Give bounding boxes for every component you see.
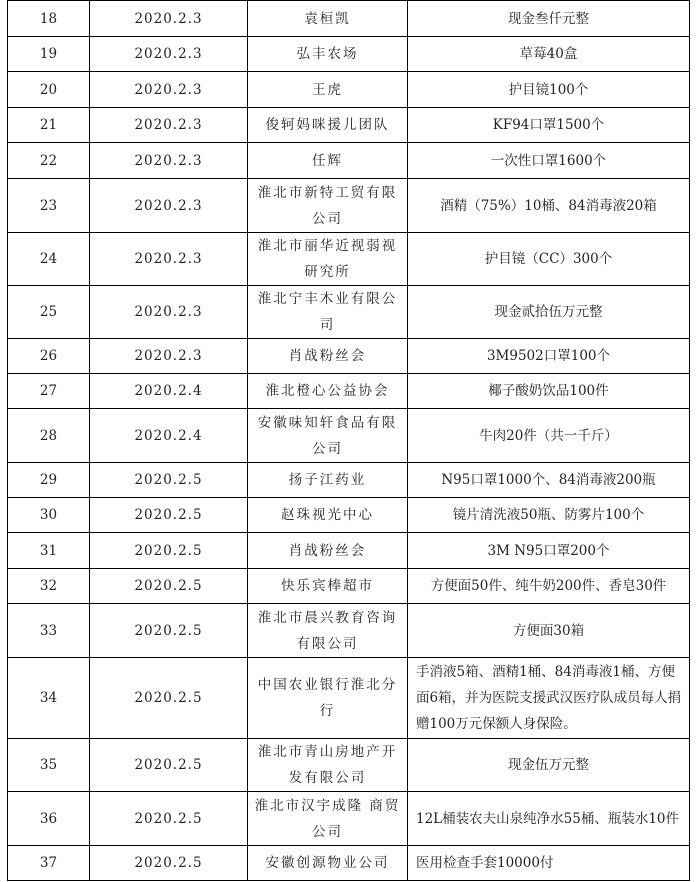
row-item: 牛肉20件（共一千斤） bbox=[408, 409, 690, 463]
table-row bbox=[8, 179, 690, 233]
row-donor: 安徽创源物业公司 bbox=[248, 846, 408, 881]
row-item: N95口罩1000个、84消毒液200瓶 bbox=[408, 463, 690, 498]
row-donor: 淮北市汉宇成隆 商贸公司 bbox=[248, 792, 408, 846]
donation-table bbox=[7, 0, 690, 881]
row-donor: 中国农业银行淮北分行 bbox=[248, 658, 408, 739]
row-donor: 淮北市新特工贸有限公司 bbox=[248, 179, 408, 233]
row-date: 2020.2.3 bbox=[90, 339, 248, 374]
row-donor: 淮北市晨兴教育咨询有限公司 bbox=[248, 604, 408, 658]
row-item: 3M9502口罩100个 bbox=[408, 339, 690, 374]
table-row bbox=[8, 792, 690, 846]
row-item: 方便面50件、纯牛奶200件、香皂30件 bbox=[408, 569, 690, 604]
row-date: 2020.2.5 bbox=[90, 533, 248, 569]
table-row bbox=[8, 409, 690, 463]
row-donor: 肖战粉丝会 bbox=[248, 533, 408, 569]
row-donor: 俊轲妈咪援儿团队 bbox=[248, 108, 408, 143]
row-date: 2020.2.5 bbox=[90, 463, 248, 498]
row-item: 镜片清洗液50瓶、防雾片100个 bbox=[408, 498, 690, 533]
row-number: 21 bbox=[8, 108, 90, 143]
table-row bbox=[8, 463, 690, 498]
table-row bbox=[8, 143, 690, 179]
row-item: 椰子酸奶饮品100件 bbox=[408, 374, 690, 409]
row-date: 2020.2.5 bbox=[90, 739, 248, 792]
row-item: 医用检查手套10000付 bbox=[408, 846, 690, 881]
row-item: 3M N95口罩200个 bbox=[408, 533, 690, 569]
row-donor: 淮北市青山房地产开发有限公司 bbox=[248, 739, 408, 792]
row-item: 现金叁仟元整 bbox=[408, 1, 690, 37]
row-item: KF94口罩1500个 bbox=[408, 108, 690, 143]
table-row bbox=[8, 374, 690, 409]
table-row bbox=[8, 339, 690, 374]
row-date: 2020.2.5 bbox=[90, 658, 248, 739]
table-row bbox=[8, 739, 690, 792]
table-row bbox=[8, 1, 690, 37]
row-number: 31 bbox=[8, 533, 90, 569]
row-date: 2020.2.3 bbox=[90, 286, 248, 339]
row-date: 2020.2.4 bbox=[90, 374, 248, 409]
row-number: 20 bbox=[8, 72, 90, 108]
table-row bbox=[8, 498, 690, 533]
row-item: 手消液5箱、酒精1桶、84消毒液1桶、方便面6箱，并为医院支援武汉医疗队成员每人捐赠100万元保额人身保险。 bbox=[408, 658, 690, 739]
row-date: 2020.2.5 bbox=[90, 569, 248, 604]
row-number: 36 bbox=[8, 792, 90, 846]
table-row bbox=[8, 37, 690, 72]
row-donor: 任辉 bbox=[248, 143, 408, 179]
table-row bbox=[8, 569, 690, 604]
row-number: 33 bbox=[8, 604, 90, 658]
row-date: 2020.2.3 bbox=[90, 72, 248, 108]
row-number: 28 bbox=[8, 409, 90, 463]
row-donor: 袁桓凯 bbox=[248, 1, 408, 37]
row-date: 2020.2.3 bbox=[90, 37, 248, 72]
row-date: 2020.2.3 bbox=[90, 108, 248, 143]
row-item: 现金伍万元整 bbox=[408, 739, 690, 792]
row-number: 29 bbox=[8, 463, 90, 498]
row-number: 22 bbox=[8, 143, 90, 179]
row-donor: 弘丰农场 bbox=[248, 37, 408, 72]
table-row bbox=[8, 286, 690, 339]
row-date: 2020.2.5 bbox=[90, 846, 248, 881]
row-donor: 肖战粉丝会 bbox=[248, 339, 408, 374]
row-donor: 淮北市丽华近视弱视研究所 bbox=[248, 233, 408, 286]
row-item: 护目镜100个 bbox=[408, 72, 690, 108]
table-row bbox=[8, 533, 690, 569]
row-donor: 淮北宁丰木业有限公司 bbox=[248, 286, 408, 339]
row-number: 23 bbox=[8, 179, 90, 233]
row-item: 12L桶装农夫山泉纯净水55桶、瓶装水10件 bbox=[408, 792, 690, 846]
row-number: 18 bbox=[8, 1, 90, 37]
row-number: 25 bbox=[8, 286, 90, 339]
row-date: 2020.2.5 bbox=[90, 498, 248, 533]
row-number: 26 bbox=[8, 339, 90, 374]
row-donor: 快乐宾棒超市 bbox=[248, 569, 408, 604]
row-donor: 赵珠视光中心 bbox=[248, 498, 408, 533]
row-donor: 扬子江药业 bbox=[248, 463, 408, 498]
table-row bbox=[8, 72, 690, 108]
row-date: 2020.2.3 bbox=[90, 1, 248, 37]
row-item: 方便面30箱 bbox=[408, 604, 690, 658]
row-donor: 王虎 bbox=[248, 72, 408, 108]
row-date: 2020.2.3 bbox=[90, 143, 248, 179]
row-donor: 安徽味知轩食品有限公司 bbox=[248, 409, 408, 463]
row-number: 32 bbox=[8, 569, 90, 604]
row-date: 2020.2.3 bbox=[90, 233, 248, 286]
row-date: 2020.2.5 bbox=[90, 604, 248, 658]
row-date: 2020.2.5 bbox=[90, 792, 248, 846]
row-date: 2020.2.4 bbox=[90, 409, 248, 463]
table-row bbox=[8, 108, 690, 143]
row-item: 酒精（75%）10桶、84消毒液20箱 bbox=[408, 179, 690, 233]
row-item: 一次性口罩1600个 bbox=[408, 143, 690, 179]
row-date: 2020.2.3 bbox=[90, 179, 248, 233]
row-number: 34 bbox=[8, 658, 90, 739]
row-number: 19 bbox=[8, 37, 90, 72]
row-number: 24 bbox=[8, 233, 90, 286]
row-item: 现金贰拾伍万元整 bbox=[408, 286, 690, 339]
row-number: 27 bbox=[8, 374, 90, 409]
table-row bbox=[8, 658, 690, 739]
row-item: 护目镜（CC）300个 bbox=[408, 233, 690, 286]
row-number: 30 bbox=[8, 498, 90, 533]
table-row bbox=[8, 846, 690, 881]
row-number: 35 bbox=[8, 739, 90, 792]
row-item: 草莓40盒 bbox=[408, 37, 690, 72]
table-row bbox=[8, 604, 690, 658]
row-donor: 淮北橙心公益协会 bbox=[248, 374, 408, 409]
row-number: 37 bbox=[8, 846, 90, 881]
table-row bbox=[8, 233, 690, 286]
